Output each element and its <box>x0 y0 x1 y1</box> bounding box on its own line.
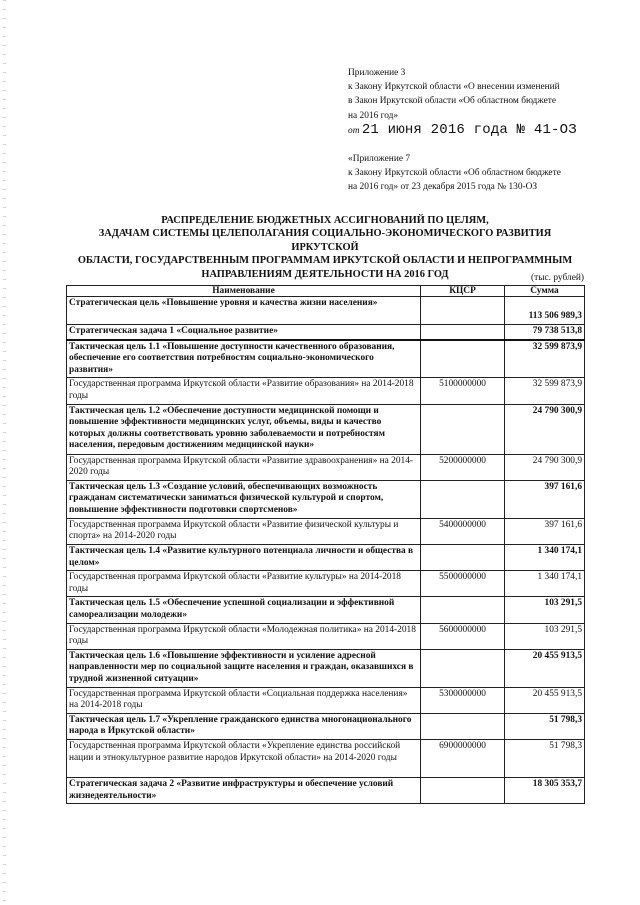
attachment-7-line: к Закону Иркутской области «Об областном бюджете <box>348 168 561 179</box>
title-line: ОБЛАСТИ, ГОСУДАРСТВЕННЫМ ПРОГРАММАМ ИРКУТСКОЙ ОБЛАСТИ И НЕПРОГРАММНЫМ <box>77 255 573 267</box>
row-name: Тактическая цель 1.4 «Развитие культурного потенциала личности и общества в целом» <box>67 544 421 570</box>
table-row <box>67 597 585 623</box>
row-code <box>421 340 505 378</box>
row-code <box>421 480 505 518</box>
row-code: 5600000000 <box>421 623 505 649</box>
row-name: Государственная программа Иркутской области «Развитие культуры» на 2014-2018 годы <box>67 571 421 597</box>
row-name: Стратегическая задача 2 «Развитие инфраструктуры и обеспечение условий жизнедеятельности» <box>67 778 421 804</box>
row-sum: 24 790 300,9 <box>505 404 585 454</box>
table-row <box>67 740 585 778</box>
table-row <box>67 378 585 404</box>
table-row <box>67 480 585 518</box>
table-row <box>67 778 585 804</box>
row-sum: 32 599 873,9 <box>505 378 585 404</box>
row-code: 6900000000 <box>421 740 505 778</box>
row-code <box>421 404 505 454</box>
row-name: Тактическая цель 1.6 «Повышение эффективности и усиление адресной направленности мер по социальной защите населения и граждан, оказавшихся в трудной жизненной ситуации» <box>67 649 421 687</box>
row-code: 5400000000 <box>421 518 505 544</box>
attachment-3-date <box>348 123 588 138</box>
row-name: Тактическая цель 1.1 «Повышение доступности качественного образования, обеспечение его соответствия потребностям социально-экономического развития» <box>67 340 421 378</box>
row-name: Тактическая цель 1.3 «Создание условий, обеспечивающих возможность гражданам систематически заниматься физической культурой и спортом, повышение эффективности подготовки спортсменов» <box>67 480 421 518</box>
date-prefix: от <box>348 125 360 136</box>
row-code <box>421 544 505 570</box>
row-name: Тактическая цель 1.7 «Укрепление гражданского единства многонационального народа в Иркутской области» <box>67 713 421 739</box>
row-name: Государственная программа Иркутской области «Развитие физической культуры и спорта» на 2014-2020 годы <box>67 518 421 544</box>
table-row <box>67 649 585 687</box>
attachment-3-heading: Приложение 3 <box>348 68 406 78</box>
title-line: ЗАДАЧАМ СИСТЕМЫ ЦЕЛЕПОЛАГАНИЯ СОЦИАЛЬНО-ЭКОНОМИЧЕСКОГО РАЗВИТИЯ ИРКУТСКОЙ <box>98 228 552 253</box>
attachment-block <box>348 66 588 195</box>
scan-edge-marks <box>3 0 6 905</box>
row-name: Государственная программа Иркутской области «Развитие здравоохранения» на 2014-2020 годы <box>67 454 421 480</box>
row-code <box>421 597 505 623</box>
column-header-code: КЦСР <box>421 286 505 297</box>
row-name: Государственная программа Иркутской области «Социальная поддержка населения» на 2014-2018 годы <box>67 687 421 713</box>
row-name: Государственная программа Иркутской области «Развитие образования» на 2014-2018 годы <box>67 378 421 404</box>
date-typed: 21 июня 2016 года № 41-ОЗ <box>361 121 577 138</box>
table-row <box>67 325 585 340</box>
title-line: РАСПРЕДЕЛЕНИЕ БЮДЖЕТНЫХ АССИГНОВАНИЙ ПО ЦЕЛЯМ, <box>161 215 489 226</box>
row-sum: 79 738 513,8 <box>505 325 585 340</box>
row-sum: 20 455 913,5 <box>505 649 585 687</box>
row-code: 5200000000 <box>421 454 505 480</box>
attachment-3-line: к Закону Иркутской области «О внесении изменений <box>348 82 560 93</box>
attachment-3-line: на 2016 год» <box>348 110 399 121</box>
table-row <box>67 623 585 649</box>
row-sum: 103 291,5 <box>505 597 585 623</box>
title-line: НАПРАВЛЕНИЯМ ДЕЯТЕЛЬНОСТИ НА 2016 ГОД <box>201 268 449 280</box>
table-row <box>67 544 585 570</box>
row-name: Стратегическая цель «Повышение уровня и качества жизни населения» <box>67 297 421 325</box>
row-sum: 20 455 913,5 <box>505 687 585 713</box>
row-code <box>421 778 505 804</box>
table-row <box>67 340 585 378</box>
row-sum: 32 599 873,9 <box>505 340 585 378</box>
row-sum: 18 305 353,7 <box>505 778 585 804</box>
table-row <box>67 454 585 480</box>
row-name: Тактическая цель 1.2 «Обеспечение доступности медицинской помощи и повышение эффективности медицинских услуг, объемы, виды и качество которых должны соответствовать уровню заболеваемости и потребностям населения, передовым достижениям медицинской науки» <box>67 404 421 454</box>
document-title <box>66 214 584 281</box>
row-sum: 103 291,5 <box>505 623 585 649</box>
row-name: Стратегическая задача 1 «Социальное развитие» <box>67 325 421 340</box>
row-sum: 1 340 174,1 <box>505 544 585 570</box>
table-row <box>67 713 585 739</box>
row-code <box>421 649 505 687</box>
budget-table <box>66 285 585 804</box>
row-code <box>421 297 505 325</box>
row-code: 5300000000 <box>421 687 505 713</box>
table-row <box>67 297 585 325</box>
attachment-7-heading: «Приложение 7 <box>348 154 411 165</box>
attachment-7-line: на 2016 год» от 23 декабря 2015 года № 130-ОЗ <box>348 182 538 193</box>
row-sum: 24 790 300,9 <box>505 454 585 480</box>
row-sum: 1 340 174,1 <box>505 571 585 597</box>
units-label: (тыс. рублей) <box>530 273 584 283</box>
column-header-sum: Сумма <box>505 286 585 297</box>
table-row <box>67 518 585 544</box>
table-row <box>67 404 585 454</box>
table-row <box>67 687 585 713</box>
attachment-3-line: в Закон Иркутской области «Об областном бюджете <box>348 96 557 107</box>
row-name: Государственная программа Иркутской области «Молодежная политика» на 2014-2018 годы <box>67 623 421 649</box>
row-code <box>421 325 505 340</box>
row-code: 5500000000 <box>421 571 505 597</box>
table-row <box>67 571 585 597</box>
row-code: 5100000000 <box>421 378 505 404</box>
row-sum: 113 506 989,3 <box>505 297 585 325</box>
row-name: Тактическая цель 1.5 «Обеспечение успешной социализации и эффективной самореализации молодежи» <box>67 597 421 623</box>
row-sum: 51 798,3 <box>505 740 585 778</box>
table-header-row <box>67 286 585 297</box>
column-header-name: Наименование <box>67 286 421 297</box>
row-name: Государственная программа Иркутской области «Укрепление единства российской нации и этнокультурное развитие народов Иркутской области» на 2014-2020 годы <box>67 740 421 778</box>
row-code <box>421 713 505 739</box>
row-sum: 397 161,6 <box>505 518 585 544</box>
row-sum: 51 798,3 <box>505 713 585 739</box>
row-sum: 397 161,6 <box>505 480 585 518</box>
